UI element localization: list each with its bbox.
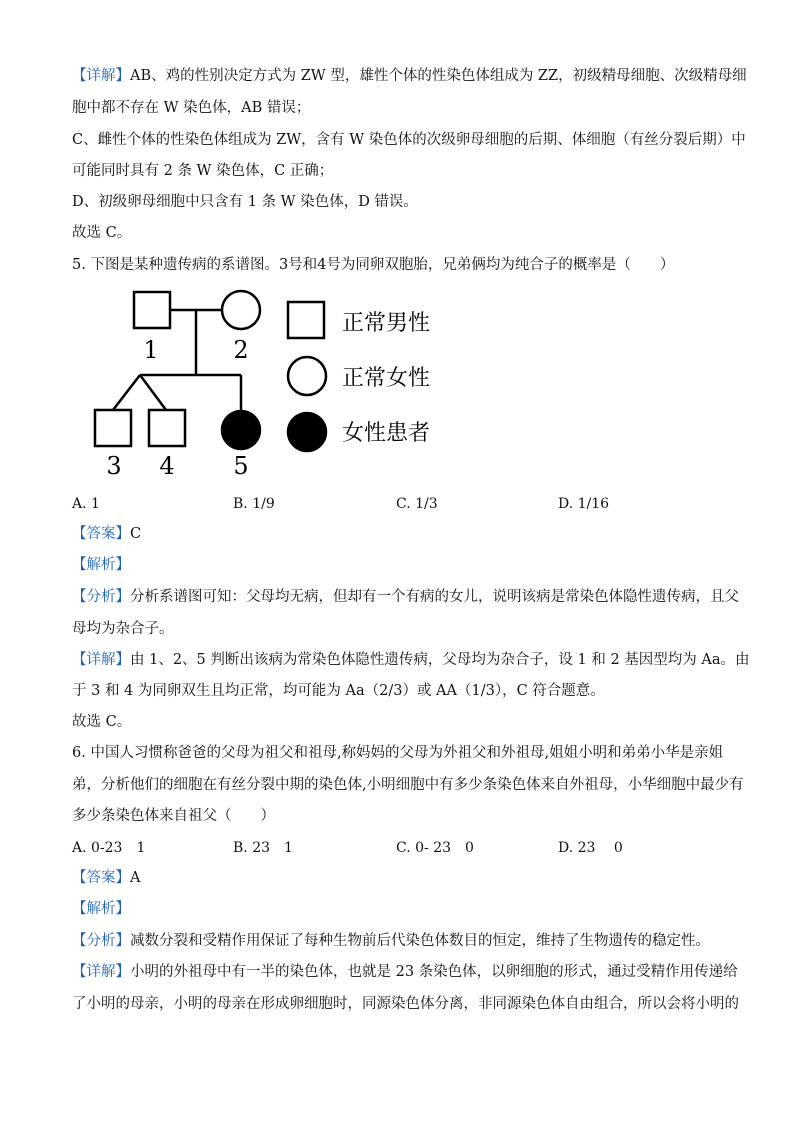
twin-line-left: [113, 375, 140, 410]
q6-detail-line-1: [72, 962, 738, 982]
q4-detail-line-2: 胞中都不存在 W 染色体，AB 错误；: [72, 100, 311, 116]
pedigree-label-3: 3: [106, 452, 122, 480]
analysis-tag: 【分析】: [72, 589, 130, 605]
q4-conclusion: 故选 C。: [72, 225, 132, 241]
q5-detail-text-1: 由 1、2、5 判断出该病为常染色体隐性遗传病，父母均为杂合子，设 1 和 2 基因型均为 Aa。由: [130, 652, 750, 668]
q6-option-c: C. 0- 23 0: [396, 840, 474, 856]
pedigree-individual-1: [134, 292, 170, 328]
q4-detail-text-1: AB、鸡的性别决定方式为 ZW 型，雄性个体的性染色体组成为 ZZ，初级精母细胞、次级精母细: [130, 68, 747, 84]
pedigree-label-1: 1: [143, 336, 159, 364]
q5-analysis-text-1: 分析系谱图可知：父母均无病，但却有一个有病的女儿，说明该病是常染色体隐性遗传病，且父: [130, 589, 739, 605]
q6-stem-line-3: 多少条染色体来自祖父（ ）: [72, 808, 275, 824]
q6-analysis-heading: 【解析】: [72, 901, 130, 917]
q5-option-c: C. 1/3: [396, 496, 438, 512]
q4-detail-line-5: D、初级卵母细胞中只含有 1 条 W 染色体，D 错误。: [72, 194, 418, 210]
detail-tag: 【详解】: [72, 652, 130, 668]
q5-stem: 5. 下图是某种遗传病的系谱图。3号和4号为同卵双胞胎，兄弟俩均为纯合子的概率是（ ）: [72, 257, 675, 273]
q4-detail-line-1: [72, 66, 747, 86]
q5-answer: [72, 524, 141, 544]
q6-option-a: A. 0-23 1: [72, 840, 146, 856]
q6-answer-value: A: [130, 870, 141, 886]
q6-analysis-line-1: [72, 931, 710, 951]
q6-detail-line-2: 了小明的母亲，小明的母亲在形成卵细胞时，同源染色体分离，非同源染色体自由组合，所以会将小明的: [72, 996, 739, 1012]
detail-tag: 【详解】: [72, 68, 130, 84]
legend-affected-female-symbol: [288, 413, 326, 451]
q6-stem-line-1: 6. 中国人习惯称爸爸的父母为祖父和祖母,称妈妈的父母为外祖父和外祖母,姐姐小明和弟弟小华是亲姐: [72, 745, 724, 761]
pedigree-label-5: 5: [233, 452, 249, 480]
q6-stem-line-2: 弟，分析他们的细胞在有丝分裂中期的染色体,小明细胞中有多少条染色体来自外祖母，小华细胞中最少有: [72, 777, 744, 793]
q5-option-b: B. 1/9: [233, 496, 275, 512]
q4-detail-line-3: C、雌性个体的性染色体组成为 ZW，含有 W 染色体的次级卵母细胞的后期、体细胞（有丝分裂后期）中: [72, 132, 746, 148]
pedigree-individual-3: [95, 410, 131, 446]
q5-option-d: D. 1/16: [558, 496, 610, 512]
pedigree-chart: [80, 282, 460, 482]
q5-detail-line-2: 于 3 和 4 为同卵双生且均正常，均可能为 Aa（2/3）或 AA（1/3），C 符合题意。: [72, 683, 605, 699]
q4-detail-line-4: 可能同时具有 2 条 W 染色体，C 正确；: [72, 163, 334, 179]
q5-option-a: A. 1: [72, 496, 100, 512]
q6-option-d: D. 23 0: [558, 840, 623, 856]
pedigree-label-2: 2: [233, 336, 249, 364]
twin-line-right: [140, 375, 166, 410]
legend-normal-female-symbol: [288, 357, 326, 395]
q5-analysis-heading: 【解析】: [72, 557, 130, 573]
pedigree-individual-5: [222, 411, 260, 449]
detail-tag: 【详解】: [72, 964, 130, 980]
legend-normal-female-label: 正常女性: [342, 366, 431, 391]
pedigree-individual-4: [149, 410, 185, 446]
pedigree-label-4: 4: [159, 452, 175, 480]
legend-affected-female-label: 女性患者: [342, 421, 431, 446]
legend-normal-male-symbol: [288, 302, 324, 338]
q6-answer: [72, 868, 140, 888]
q5-answer-value: C: [130, 526, 142, 542]
answer-tag: 【答案】: [72, 526, 130, 542]
q5-analysis-line-2: 母均为杂合子。: [72, 621, 174, 637]
legend-normal-male-label: 正常男性: [342, 311, 431, 336]
q5-analysis-line-1: [72, 587, 739, 607]
q6-analysis-text-1: 减数分裂和受精作用保证了每种生物前后代染色体数目的恒定，维持了生物遗传的稳定性。: [130, 933, 710, 949]
q5-detail-line-1: [72, 650, 750, 670]
q6-option-b: B. 23 1: [233, 840, 293, 856]
q6-detail-text-1: 小明的外祖母中有一半的染色体，也就是 23 条染色体，以卵细胞的形式，通过受精作用传递给: [130, 964, 738, 980]
q5-conclusion: 故选 C。: [72, 714, 132, 730]
pedigree-individual-2: [222, 291, 260, 329]
answer-tag: 【答案】: [72, 870, 130, 886]
analysis-tag: 【分析】: [72, 933, 130, 949]
